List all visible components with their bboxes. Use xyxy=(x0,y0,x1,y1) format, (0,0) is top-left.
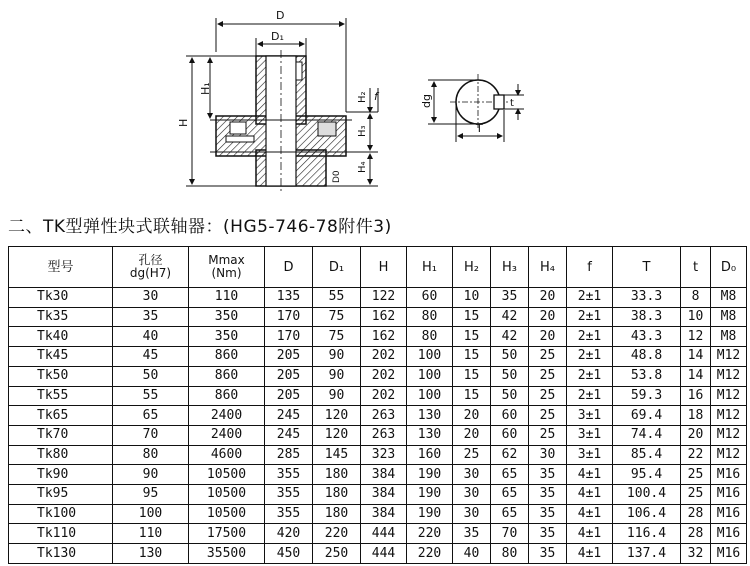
label-D: D xyxy=(276,9,285,22)
label-D0: D0 xyxy=(332,170,342,183)
table-cell: 130 xyxy=(407,425,453,445)
table-cell: 8 xyxy=(681,288,711,308)
table-cell: 80 xyxy=(491,544,529,564)
table-cell: 42 xyxy=(491,307,529,327)
table-cell: 55 xyxy=(313,288,361,308)
table-row xyxy=(9,524,747,544)
label-H3: H₃ xyxy=(357,125,368,137)
table-cell: 444 xyxy=(361,524,407,544)
table-cell: 4±1 xyxy=(567,465,613,485)
table-cell: 35 xyxy=(529,465,567,485)
table-cell: 384 xyxy=(361,485,407,505)
table-cell: 2400 xyxy=(189,425,265,445)
table-cell: 10500 xyxy=(189,485,265,505)
table-cell: 25 xyxy=(529,425,567,445)
table-cell: 80 xyxy=(407,307,453,327)
label-t: t xyxy=(510,98,514,109)
table-cell: 74.4 xyxy=(613,425,681,445)
table-cell: M12 xyxy=(711,406,747,426)
model-cell: Tk45 xyxy=(9,347,113,367)
table-cell: 65 xyxy=(491,465,529,485)
table-cell: 220 xyxy=(407,524,453,544)
table-cell: 14 xyxy=(681,347,711,367)
column-header: 孔径 dg(H7) xyxy=(113,247,189,288)
table-cell: 205 xyxy=(265,366,313,386)
table-cell: 59.3 xyxy=(613,386,681,406)
coupling-section-view xyxy=(210,50,352,192)
table-cell: 120 xyxy=(313,425,361,445)
table-cell: 350 xyxy=(189,307,265,327)
table-cell: 355 xyxy=(265,485,313,505)
table-cell: 50 xyxy=(491,386,529,406)
table-cell: 120 xyxy=(313,406,361,426)
label-T: T xyxy=(476,122,483,135)
column-header: H₁ xyxy=(407,247,453,288)
column-header: 型号 xyxy=(9,247,113,288)
table-row xyxy=(9,465,747,485)
table-cell: 180 xyxy=(313,504,361,524)
column-header: f xyxy=(567,247,613,288)
table-row xyxy=(9,288,747,308)
label-D1: D₁ xyxy=(271,30,284,43)
table-cell: 90 xyxy=(313,347,361,367)
model-cell: Tk70 xyxy=(9,425,113,445)
model-cell: Tk65 xyxy=(9,406,113,426)
shaft-keyway-detail xyxy=(420,74,524,142)
table-cell: 860 xyxy=(189,366,265,386)
table-cell: 33.3 xyxy=(613,288,681,308)
table-cell: 4±1 xyxy=(567,544,613,564)
table-cell: 202 xyxy=(361,366,407,386)
table-cell: 180 xyxy=(313,485,361,505)
table-cell: 202 xyxy=(361,347,407,367)
table-cell: 48.8 xyxy=(613,347,681,367)
table-cell: 22 xyxy=(681,445,711,465)
table-cell: 90 xyxy=(313,366,361,386)
table-cell: 10500 xyxy=(189,504,265,524)
model-cell: Tk35 xyxy=(9,307,113,327)
table-cell: 32 xyxy=(681,544,711,564)
table-cell: 25 xyxy=(681,485,711,505)
table-cell: 2±1 xyxy=(567,386,613,406)
table-cell: 130 xyxy=(113,544,189,564)
table-cell: 60 xyxy=(407,288,453,308)
table-cell: 4600 xyxy=(189,445,265,465)
table-cell: 50 xyxy=(491,366,529,386)
table-cell: 100 xyxy=(407,386,453,406)
table-row xyxy=(9,347,747,367)
table-cell: 17500 xyxy=(189,524,265,544)
table-cell: 12 xyxy=(681,327,711,347)
table-cell: 420 xyxy=(265,524,313,544)
table-cell: 135 xyxy=(265,288,313,308)
column-header: H₄ xyxy=(529,247,567,288)
table-cell: 60 xyxy=(491,425,529,445)
table-cell: 3±1 xyxy=(567,445,613,465)
table-cell: 45 xyxy=(113,347,189,367)
table-cell: M16 xyxy=(711,524,747,544)
table-cell: M12 xyxy=(711,366,747,386)
table-cell: 2±1 xyxy=(567,347,613,367)
table-cell: 20 xyxy=(453,406,491,426)
table-cell: 2400 xyxy=(189,406,265,426)
coupling-spec-table xyxy=(8,246,747,564)
table-cell: 10 xyxy=(453,288,491,308)
table-cell: 860 xyxy=(189,386,265,406)
table-cell: M12 xyxy=(711,347,747,367)
model-cell: Tk90 xyxy=(9,465,113,485)
table-cell: 35 xyxy=(491,288,529,308)
table-body xyxy=(9,288,747,564)
table-cell: 860 xyxy=(189,347,265,367)
model-cell: Tk55 xyxy=(9,386,113,406)
column-header: t xyxy=(681,247,711,288)
label-H: H xyxy=(177,118,190,127)
table-cell: 25 xyxy=(453,445,491,465)
table-cell: 65 xyxy=(113,406,189,426)
table-cell: 145 xyxy=(313,445,361,465)
table-cell: 95 xyxy=(113,485,189,505)
table-cell: 90 xyxy=(113,465,189,485)
column-header: H xyxy=(361,247,407,288)
table-cell: 384 xyxy=(361,465,407,485)
table-cell: 4±1 xyxy=(567,504,613,524)
table-cell: 62 xyxy=(491,445,529,465)
table-cell: 450 xyxy=(265,544,313,564)
table-cell: 110 xyxy=(113,524,189,544)
table-cell: 162 xyxy=(361,327,407,347)
table-row xyxy=(9,425,747,445)
table-row xyxy=(9,445,747,465)
table-cell: 100.4 xyxy=(613,485,681,505)
table-cell: 80 xyxy=(407,327,453,347)
table-cell: 15 xyxy=(453,347,491,367)
table-cell: 69.4 xyxy=(613,406,681,426)
dimension-H1 xyxy=(199,58,212,118)
table-cell: 190 xyxy=(407,504,453,524)
table-cell: 20 xyxy=(529,307,567,327)
table-cell: 35 xyxy=(529,504,567,524)
table-cell: 65 xyxy=(491,504,529,524)
model-cell: Tk80 xyxy=(9,445,113,465)
table-cell: 38.3 xyxy=(613,307,681,327)
table-cell: 245 xyxy=(265,406,313,426)
table-row xyxy=(9,386,747,406)
table-cell: 160 xyxy=(407,445,453,465)
table-cell: 35 xyxy=(113,307,189,327)
table-row xyxy=(9,504,747,524)
table-cell: 30 xyxy=(453,504,491,524)
coupling-technical-drawing xyxy=(0,0,750,212)
table-cell: 202 xyxy=(361,386,407,406)
table-cell: 40 xyxy=(113,327,189,347)
table-cell: 263 xyxy=(361,406,407,426)
model-cell: Tk95 xyxy=(9,485,113,505)
table-cell: 50 xyxy=(491,347,529,367)
table-row xyxy=(9,307,747,327)
table-cell: 190 xyxy=(407,465,453,485)
table-cell: 55 xyxy=(113,386,189,406)
column-header: D xyxy=(265,247,313,288)
table-cell: 75 xyxy=(313,327,361,347)
table-header xyxy=(9,247,747,288)
table-cell: 3±1 xyxy=(567,425,613,445)
label-H4: H₄ xyxy=(357,161,368,173)
table-cell: 285 xyxy=(265,445,313,465)
table-cell: 2±1 xyxy=(567,288,613,308)
table-cell: 20 xyxy=(529,288,567,308)
table-row xyxy=(9,406,747,426)
table-cell: 2±1 xyxy=(567,307,613,327)
table-cell: M8 xyxy=(711,288,747,308)
table-cell: 25 xyxy=(681,465,711,485)
table-cell: 18 xyxy=(681,406,711,426)
column-header: D₁ xyxy=(313,247,361,288)
table-cell: 35 xyxy=(453,524,491,544)
model-cell: Tk130 xyxy=(9,544,113,564)
table-cell: 170 xyxy=(265,307,313,327)
table-cell: 245 xyxy=(265,425,313,445)
table-cell: 20 xyxy=(453,425,491,445)
table-cell: 355 xyxy=(265,465,313,485)
table-row xyxy=(9,485,747,505)
table-cell: 180 xyxy=(313,465,361,485)
table-cell: M8 xyxy=(711,327,747,347)
header-row xyxy=(9,247,747,288)
table-cell: 85.4 xyxy=(613,445,681,465)
table-cell: 130 xyxy=(407,406,453,426)
table-cell: 25 xyxy=(529,366,567,386)
label-dg: dg xyxy=(420,94,433,108)
table-cell: 35 xyxy=(529,544,567,564)
table-cell: M12 xyxy=(711,425,747,445)
table-cell: 116.4 xyxy=(613,524,681,544)
table-cell: 95.4 xyxy=(613,465,681,485)
table-cell: M16 xyxy=(711,544,747,564)
table-cell: 80 xyxy=(113,445,189,465)
column-header: H₂ xyxy=(453,247,491,288)
table-cell: 220 xyxy=(407,544,453,564)
table-cell: 60 xyxy=(491,406,529,426)
table-cell: 10500 xyxy=(189,465,265,485)
table-cell: 28 xyxy=(681,524,711,544)
table-cell: 122 xyxy=(361,288,407,308)
table-cell: 35500 xyxy=(189,544,265,564)
label-f: f xyxy=(374,90,378,103)
table-cell: 263 xyxy=(361,425,407,445)
table-cell: 70 xyxy=(113,425,189,445)
table-cell: 384 xyxy=(361,504,407,524)
column-header: D₀ xyxy=(711,247,747,288)
table-cell: 65 xyxy=(491,485,529,505)
table-row xyxy=(9,366,747,386)
table-cell: 170 xyxy=(265,327,313,347)
table-cell: 4±1 xyxy=(567,485,613,505)
table-cell: 220 xyxy=(313,524,361,544)
table-cell: 100 xyxy=(113,504,189,524)
table-cell: M12 xyxy=(711,445,747,465)
table-cell: 137.4 xyxy=(613,544,681,564)
label-H2: H₂ xyxy=(357,91,368,103)
column-header: Mmax (Nm) xyxy=(189,247,265,288)
table-cell: 162 xyxy=(361,307,407,327)
table-cell: 444 xyxy=(361,544,407,564)
table-cell: 100 xyxy=(407,347,453,367)
table-cell: 25 xyxy=(529,406,567,426)
table-cell: 15 xyxy=(453,327,491,347)
table-cell: M16 xyxy=(711,504,747,524)
table-cell: 110 xyxy=(189,288,265,308)
table-cell: 15 xyxy=(453,366,491,386)
table-cell: 2±1 xyxy=(567,366,613,386)
table-cell: 25 xyxy=(529,386,567,406)
table-cell: 100 xyxy=(407,366,453,386)
table-cell: 16 xyxy=(681,386,711,406)
table-cell: 30 xyxy=(529,445,567,465)
table-cell: M12 xyxy=(711,386,747,406)
column-header: T xyxy=(613,247,681,288)
table-cell: 28 xyxy=(681,504,711,524)
table-cell: M8 xyxy=(711,307,747,327)
table-cell: 205 xyxy=(265,347,313,367)
table-cell: 190 xyxy=(407,485,453,505)
table-cell: 205 xyxy=(265,386,313,406)
label-H1: H₁ xyxy=(199,82,212,95)
table-cell: M16 xyxy=(711,485,747,505)
table-cell: 42 xyxy=(491,327,529,347)
table-cell: 250 xyxy=(313,544,361,564)
model-cell: Tk110 xyxy=(9,524,113,544)
model-cell: Tk50 xyxy=(9,366,113,386)
table-cell: 35 xyxy=(529,524,567,544)
model-cell: Tk100 xyxy=(9,504,113,524)
table-cell: 106.4 xyxy=(613,504,681,524)
table-cell: 14 xyxy=(681,366,711,386)
table-cell: 90 xyxy=(313,386,361,406)
table-cell: 15 xyxy=(453,386,491,406)
section-heading: 二、TK型弹性块式联轴器：(HG5-746-78附件3) xyxy=(8,217,392,237)
table-cell: 4±1 xyxy=(567,524,613,544)
table-cell: 350 xyxy=(189,327,265,347)
table-cell: 20 xyxy=(529,327,567,347)
table-cell: 70 xyxy=(491,524,529,544)
model-cell: Tk40 xyxy=(9,327,113,347)
table-cell: 25 xyxy=(529,347,567,367)
table-cell: 30 xyxy=(453,465,491,485)
table-row xyxy=(9,544,747,564)
table-row xyxy=(9,327,747,347)
table-cell: 53.8 xyxy=(613,366,681,386)
table-cell: 355 xyxy=(265,504,313,524)
table-cell: 10 xyxy=(681,307,711,327)
table-cell: 20 xyxy=(681,425,711,445)
table-cell: 30 xyxy=(453,485,491,505)
table-cell: 40 xyxy=(453,544,491,564)
table-cell: M16 xyxy=(711,465,747,485)
table-cell: 15 xyxy=(453,307,491,327)
table-cell: 35 xyxy=(529,485,567,505)
table-cell: 43.3 xyxy=(613,327,681,347)
table-cell: 323 xyxy=(361,445,407,465)
table-cell: 50 xyxy=(113,366,189,386)
table-cell: 30 xyxy=(113,288,189,308)
model-cell: Tk30 xyxy=(9,288,113,308)
table-cell: 75 xyxy=(313,307,361,327)
table-cell: 3±1 xyxy=(567,406,613,426)
column-header: H₃ xyxy=(491,247,529,288)
table-cell: 2±1 xyxy=(567,327,613,347)
